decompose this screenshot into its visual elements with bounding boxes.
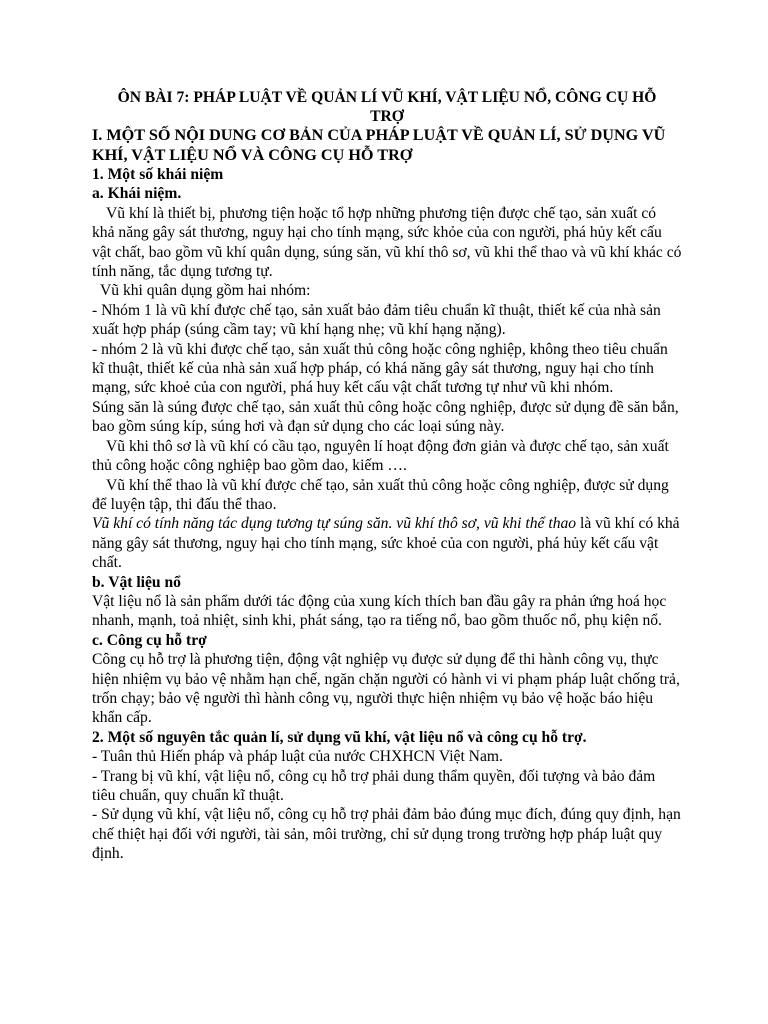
paragraph-support-tools: Công cụ hỗ trợ là phương tiện, động vật nghiệp vụ được sử dụng để thi hành công vụ, thực hiện nhiệm vụ bảo vệ nhằm hạn chế, ngăn chặn người có hành vi vi phạm pháp luật chống trả, trốn chạy; bảo vệ người thì hành công vụ, người thực hiện nhiệm vụ bảo vệ hoặc báo hiệu khẩn cấp. — [92, 651, 680, 727]
subsection-c-heading: c. Công cụ hỗ trợ — [92, 631, 207, 649]
paragraph-explosives: Vật liệu nổ là sản phẩm dưới tác động của xung kích thích ban đầu gây ra phản ứng hoá học nhanh, mạnh, toả nhiệt, sinh khi, phát sáng, tạo ra tiếng nổ, bao gồm thuốc nổ, phụ kiện nổ. — [92, 592, 667, 630]
document-title: ÔN BÀI 7: PHÁP LUẬT VỀ QUẢN LÍ VŨ KHÍ, VẬT LIỆU NỔ, CÔNG CỤ HỖ TRỢ — [117, 89, 657, 125]
document-page — [92, 88, 682, 864]
list-item-principle-3: - Sử dụng vũ khí, vật liệu nổ, công cụ hỗ trợ phải đảm bảo đúng mục đích, đúng quy định, hạn chế thiệt hại đối với người, tài sản, môi trường, chỉ sử dụng trong trường hợp pháp luật quy định. — [92, 806, 681, 863]
list-item-principle-2: - Trang bị vũ khí, vật liệu nổ, công cụ hỗ trợ phải dung thẩm quyền, đối tượng và bảo đảm tiêu chuẩn, quy chuẩn kĩ thuật. — [92, 767, 656, 804]
paragraph-similar-weapons-rest: là vũ khí có khả năng gây sát thương, nguy hại cho tính mạng, sức khoẻ của con người, phá hủy kết cấu vật chất. — [92, 515, 680, 572]
italic-phrase: Vũ khí có tính năng tác dụng tương tự súng săn. vũ khí thô sơ, vũ khi thể thao — [92, 515, 577, 533]
paragraph-primitive-weapon: Vũ khi thô sơ là vũ khí có cầu tạo, nguyên lí hoạt động đơn giản và được chế tạo, sản xuất thủ công hoặc công nghiệp bao gồm dao, kiếm …. — [92, 437, 669, 475]
list-item-principle-1: - Tuân thủ Hiến pháp và pháp luật của nước CHXHCN Việt Nam. — [92, 748, 503, 766]
subsection-b-heading: b. Vật liệu nổ — [92, 573, 181, 591]
subsection-a-heading: a. Khái niệm. — [92, 185, 182, 203]
section-2-heading: 2. Một số nguyên tắc quản lí, sử dụng vũ khí, vật liệu nổ và công cụ hỗ trợ. — [92, 728, 587, 746]
list-item-group-2: - nhóm 2 là vũ khi được chế tạo, sản xuất thủ công hoặc công nghiệp, không theo tiêu chuẩn kĩ thuật, thiết kế của nhà sản xuấ hợp pháp, có khá năng gây sát thương, nguy hại cho tính mạng, sức khoẻ của con người, phá huy kết cấu vật chất tương tự như vũ khi nhóm. — [92, 340, 668, 397]
subsection-1-heading: 1. Một số khái niệm — [92, 166, 224, 183]
paragraph-weapon-definition: Vũ khí là thiết bị, phương tiện hoặc tổ hợp những phương tiện được chế tạo, sản xuất có khả năng gây sát thương, nguy hại cho tính mạng, sức khỏe của con người, phá hủy kết cấu vật chất, bao gồm vũ khí quân dụng, súng săn, vũ khí thô sơ, vũ khi thể thao và vũ khí khác có tính năng, tắc dụng tương tự. — [92, 204, 682, 281]
paragraph-similar-weapons — [92, 514, 682, 572]
section-1-heading: I. MỘT SỐ NỘI DUNG CƠ BẢN CỦA PHÁP LUẬT VỀ QUẢN LÍ, SỬ DỤNG VŨ KHÍ, VẬT LIỆU NỔ VÀ CÔNG CỤ HỖ TRỢ — [92, 126, 666, 164]
paragraph-hunting-gun: Súng săn là súng được chế tạo, sản xuất thủ công hoặc công nghiệp, được sử dụng đề săn bắn, bao gồm súng kíp, súng hơi và đạn sử dụng cho các loại súng này. — [92, 398, 679, 436]
paragraph-military-weapons-intro: Vũ khi quân dụng gồm hai nhóm: — [100, 282, 311, 300]
list-item-group-1: - Nhóm 1 là vũ khí được chế tạo, sản xuất bảo đảm tiêu chuẩn kĩ thuật, thiết kế của nhà sản xuất hợp pháp (súng cầm tay; vũ khí hạng nhẹ; vũ khí hạng nặng). — [92, 301, 661, 339]
paragraph-sport-weapon: Vũ khí thể thao là vũ khí được chế tạo, sản xuất thủ công hoặc công nghiệp, được sử dụng để luyện tập, thi đấu thể thao. — [92, 476, 669, 513]
